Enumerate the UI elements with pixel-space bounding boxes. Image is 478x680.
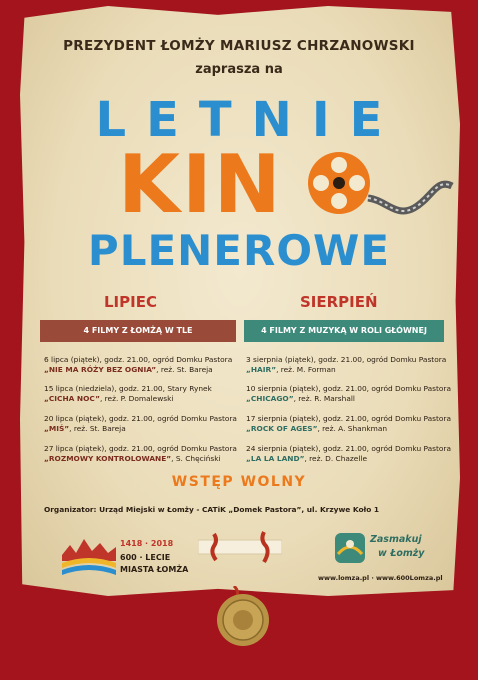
logo-city: MIASTA ŁOMŻA bbox=[120, 565, 189, 574]
event-left-3 bbox=[44, 414, 237, 434]
event-film: „CICHA NOC” bbox=[44, 394, 100, 403]
event-right-2 bbox=[246, 384, 451, 404]
event-film: „NIE MA RÓŻY BEZ OGNIA” bbox=[44, 365, 157, 374]
wax-seal-icon bbox=[212, 586, 274, 648]
event-director: , reż. D. Chazelle bbox=[304, 454, 368, 463]
title-plenerowe: PLENEROWE bbox=[87, 226, 391, 275]
event-director: , reż. St. Bareja bbox=[156, 365, 213, 374]
event-right-3 bbox=[246, 414, 451, 434]
event-film: „ROZMOWY KONTROLOWANE” bbox=[44, 454, 172, 463]
city-skyline-icon bbox=[62, 535, 116, 579]
event-director: , reż. A. Shankman bbox=[317, 424, 388, 433]
title-letnie: LETNIE bbox=[95, 92, 403, 148]
band-right: 4 FILMY Z MUZYKĄ W ROLI GŁÓWNEJ bbox=[244, 320, 444, 342]
zasmakuj-line2: w Łomży bbox=[378, 548, 425, 559]
event-left-1 bbox=[44, 355, 232, 375]
event-left-4 bbox=[44, 444, 237, 464]
logo-zasmakuj bbox=[334, 530, 444, 580]
band-left: 4 FILMY Z ŁOMŻĄ W TLE bbox=[40, 320, 236, 342]
event-right-1 bbox=[246, 355, 446, 375]
event-director: , reż. P. Domalewski bbox=[99, 394, 174, 403]
zasmakuj-emblem-icon bbox=[334, 532, 366, 564]
event-line: 20 lipca (piątek), godz. 21.00, ogród Domku Pastora bbox=[44, 414, 237, 423]
month-lipiec: LIPIEC bbox=[104, 293, 157, 311]
event-line: 15 lipca (niedziela), godz. 21.00, Stary Rynek bbox=[44, 384, 212, 393]
event-director: , reż. M. Forman bbox=[276, 365, 336, 374]
film-strip-icon bbox=[366, 168, 456, 228]
logo-600-lecie bbox=[62, 535, 192, 581]
event-film: „HAIR” bbox=[246, 365, 277, 374]
event-film: „CHICAGO” bbox=[246, 394, 294, 403]
film-reel-icon bbox=[306, 150, 372, 216]
logo-600: 600 · LECIE bbox=[120, 553, 171, 562]
header-presenter: PREZYDENT ŁOMŻY MARIUSZ CHRZANOWSKI bbox=[63, 38, 415, 54]
month-sierpien: SIERPIEŃ bbox=[300, 293, 378, 311]
header-invites: zaprasza na bbox=[195, 62, 283, 77]
event-line: 10 sierpnia (piątek), godz. 21.00, ogród Domku Pastora bbox=[246, 384, 451, 393]
event-line: 17 sierpnia (piątek), godz. 21.00, ogród Domku Pastora bbox=[246, 414, 451, 423]
organizer: Organizator: Urząd Miejski w Łomży - CATiK „Domek Pastora”, ul. Krzywe Koło 1 bbox=[44, 505, 380, 514]
zasmakuj-line1: Zasmakuj bbox=[370, 534, 422, 545]
event-line: 3 sierpnia (piątek), godz. 21.00, ogród Domku Pastora bbox=[246, 355, 447, 364]
event-line: 24 sierpnia (piątek), godz. 21.00, ogród Domku Pastora bbox=[246, 444, 451, 453]
event-line: 27 lipca (piątek), godz. 21.00, ogród Domku Pastora bbox=[44, 444, 237, 453]
ribbon-decoration bbox=[198, 526, 282, 568]
logo-years: 1418 · 2018 bbox=[120, 539, 174, 548]
event-director: , reż. St. Bareja bbox=[69, 424, 126, 433]
free-entry: WSTĘP WOLNY bbox=[171, 474, 307, 490]
event-film: „MIŚ” bbox=[44, 424, 70, 433]
event-director: , reż. R. Marshall bbox=[293, 394, 355, 403]
event-line: 6 lipca (piątek), godz. 21.00, ogród Domku Pastora bbox=[44, 355, 233, 364]
event-director: , S. Chęciński bbox=[171, 454, 221, 463]
event-film: „LA LA LAND” bbox=[246, 454, 305, 463]
event-left-2 bbox=[44, 384, 212, 404]
website-links: www.lomza.pl · www.600Lomza.pl bbox=[318, 574, 443, 582]
event-film: „ROCK OF AGES” bbox=[246, 424, 318, 433]
event-right-4 bbox=[246, 444, 451, 464]
title-kino: KIN bbox=[118, 138, 283, 231]
